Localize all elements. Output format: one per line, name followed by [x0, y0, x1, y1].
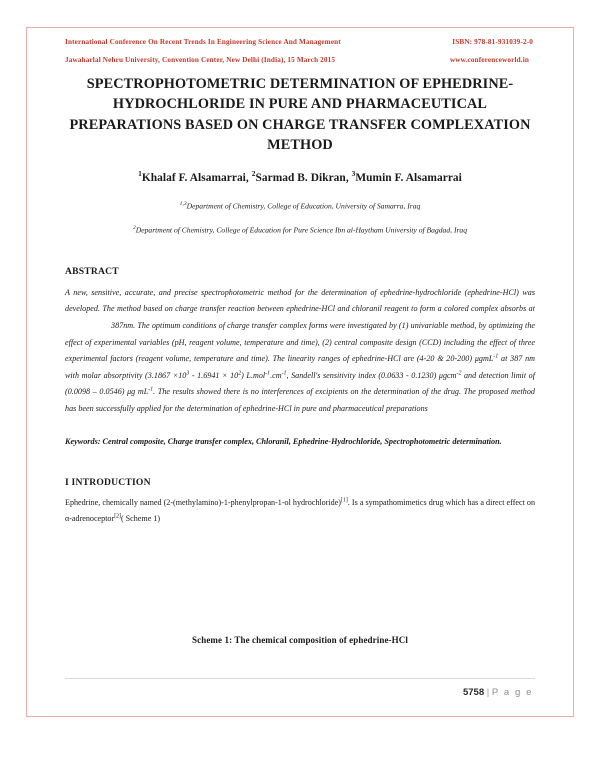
- abstract-unit-ugml-exponent: -1: [493, 353, 499, 360]
- author-sup-1: 1: [138, 169, 142, 179]
- keywords-label: Keywords:: [65, 437, 101, 447]
- page-footer: [65, 678, 535, 698]
- keywords-text: Central composite, Charge transfer complex, Chloranil, Ephedrine-Hydrochloride, Spectrophotometric determination.: [102, 437, 502, 447]
- page-content: [27, 28, 573, 716]
- author-separator-1: ,: [245, 171, 252, 184]
- page-title: SPECTROPHOTOMETRIC DETERMINATION OF EPHEDRINE-HYDROCHLORIDE IN PURE AND PHARMACEUTICAL PREPARATIONS BASED ON CHARGE TRANSFER COMPLEXATION METHOD: [69, 76, 531, 153]
- citation-marker-2[interactable]: [2]: [114, 513, 121, 520]
- author-sup-2: 2: [251, 169, 256, 179]
- footer-divider: [65, 678, 535, 679]
- abstract-exponent-6: -1: [148, 386, 154, 393]
- document-page: [26, 27, 574, 717]
- conference-header: [65, 34, 535, 64]
- author-separator-2: ,: [345, 171, 352, 184]
- affiliation-sup-1: 1,3: [179, 200, 187, 207]
- conference-website[interactable]: www.conferenceworld.in: [449, 56, 529, 64]
- page-number: 5758: [462, 687, 485, 698]
- abstract-text-part-6: .cm: [270, 370, 282, 380]
- introduction-heading: I INTRODUCTION: [65, 477, 151, 489]
- abstract-text-part-7: , Sandell's sensitivity index (0.0633 - 0.1230) μgcm: [286, 370, 457, 380]
- author-name-2: Sarmad B. Dikran: [255, 171, 346, 184]
- abstract-text-part-1: A new, sensitive, accurate, and precise spectrophotometric method for the determination of ephedrine-hydrochloride (ephedrine-HCl) was developed. The method based on charge transfer reaction between ephedrine-HCl and chloranil reagent to form a colored complex absorbs at: [65, 287, 535, 314]
- introduction-text-1: Ephedrine, chemically named (2-(methylamino)-1-phenylpropan-1-ol hydrochloride): [65, 498, 342, 508]
- abstract-body: [65, 285, 535, 418]
- affiliation-2: [65, 224, 535, 236]
- affiliation-1: [65, 200, 535, 212]
- abstract-exponent-4: -1: [281, 370, 287, 377]
- abstract-exponent-1: 3: [186, 370, 190, 377]
- abstract-text-part-4: - 1.6941 × 10: [189, 370, 239, 380]
- introduction-body: [65, 495, 535, 527]
- conference-name: International Conference On Recent Trends In Engineering Science And Management: [65, 38, 341, 46]
- affiliation-sup-2: 2: [132, 224, 136, 231]
- keywords-line: [65, 434, 535, 451]
- conference-venue: Jawaharlal Nehru University, Convention Center, New Delhi (India), 15 March 2015: [65, 56, 336, 64]
- abstract-unit-ugml: μgmL: [474, 354, 494, 364]
- abstract-text-part-2: The optimum conditions of charge transfer complex forms were investigated by (1) univariable method, by optimizing the effect of experimental variables (pH, reagent volume, temperature and time), (2) central composite design (CCD) including the effect of three experimental factors (reagent volume, temperature and time). The linearity ranges of ephedrine-HCl are (4-20 & 20-200): [65, 320, 536, 364]
- abstract-text-part-5: ) L.mol: [241, 370, 266, 380]
- citation-marker-1[interactable]: [1]: [341, 497, 348, 504]
- introduction-text-2: . Is a sympathomimetics drug which has a direct effect on α-adrenoceptor: [65, 498, 535, 524]
- author-name-1: Khalaf F. Alsamarrai: [141, 171, 246, 184]
- abstract-exponent-2: 2: [238, 370, 242, 377]
- abstract-exponent-3: -1: [265, 370, 271, 377]
- affiliation-text-1: Department of Chemistry, College of Education, University of Samarra, Iraq: [186, 201, 421, 211]
- footer-page-word: P a g e: [491, 687, 533, 698]
- footer-page-label: [65, 687, 535, 698]
- abstract-text-part-3: at 387 nm with molar absorptivity (3.1867 ×10: [65, 354, 536, 380]
- isbn-text: ISBN: 978-81-931039-2-0: [452, 38, 533, 46]
- abstract-wavelength: 387nm.: [111, 320, 136, 330]
- author-list: [65, 169, 535, 184]
- conference-header-row-2: [65, 56, 535, 64]
- introduction-text-3: ( Scheme 1): [120, 514, 161, 524]
- abstract-exponent-5: -2: [456, 370, 462, 377]
- author-name-3: Mumin F. Alsamarrai: [355, 171, 462, 184]
- affiliation-text-2: Department of Chemistry, College of Education for Pure Science Ibn al-Haytham University of Bagdad, Iraq: [135, 225, 468, 235]
- abstract-text-part-9: . The results showed there is no interferences of excipients on the determination of the drug. The proposed method has been successfully applied for the determination of ephedrine-HCl in pure and pharmaceutical preparations: [65, 387, 535, 413]
- abstract-text-part-8: and detection limit of (0.0098 – 0.0546) μg mL: [65, 370, 535, 397]
- abstract-heading: ABSTRACT: [65, 265, 119, 277]
- author-sup-3: 3: [351, 169, 356, 179]
- scheme-caption: Scheme 1: The chemical composition of ephedrine-HCl: [192, 634, 408, 645]
- footer-separator: |: [486, 687, 490, 698]
- conference-header-row-1: [65, 38, 535, 46]
